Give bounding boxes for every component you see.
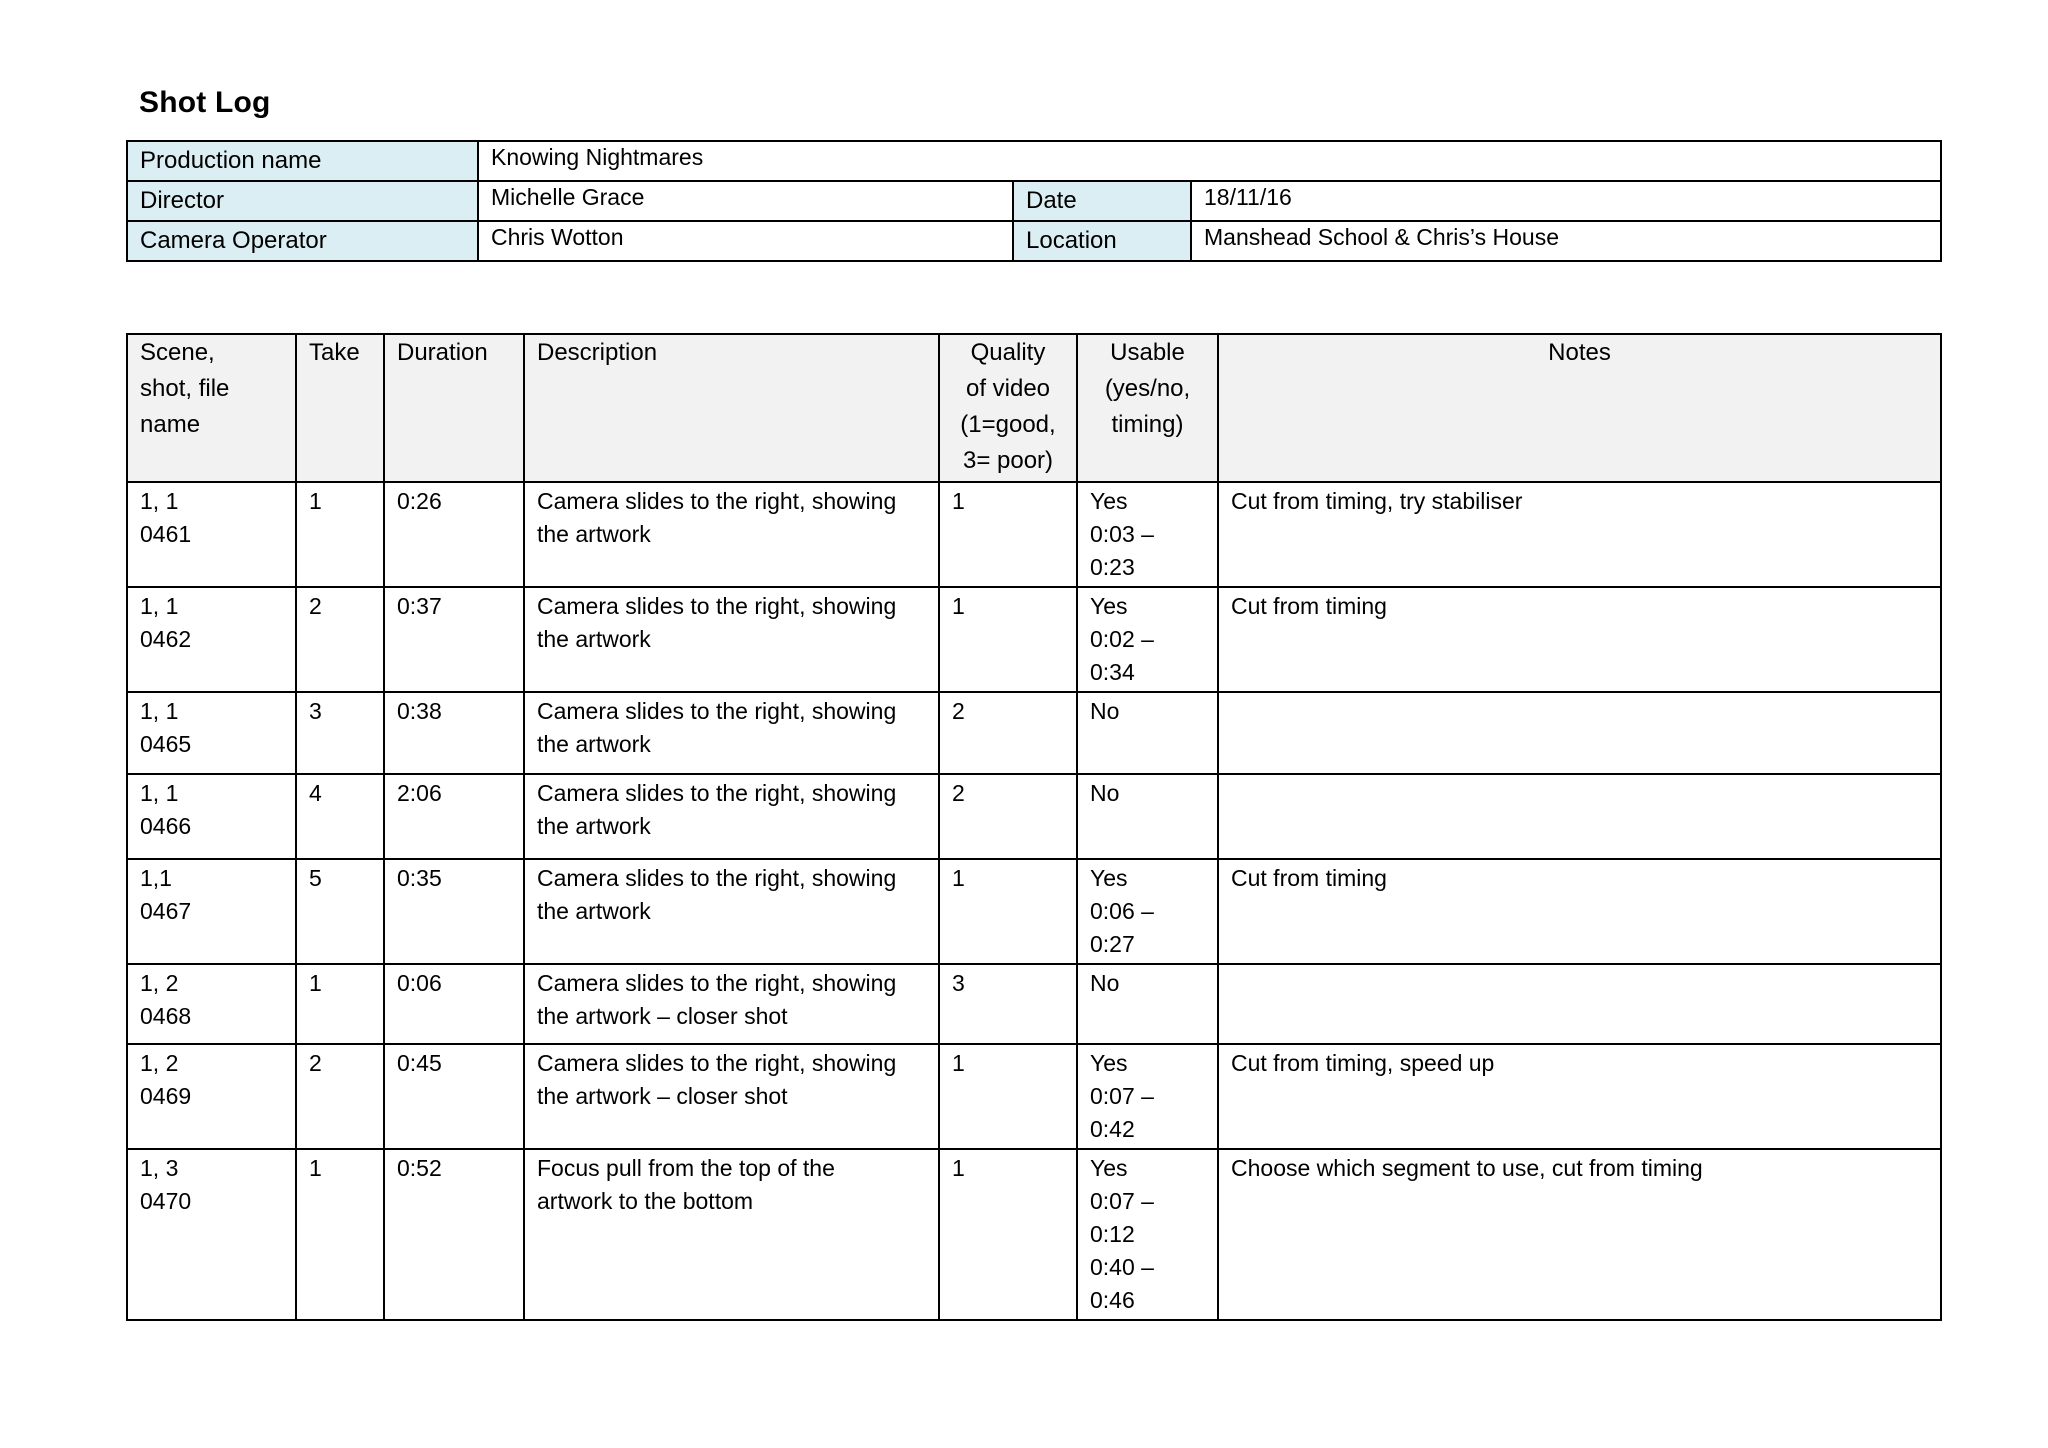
description-cell-line: the artwork bbox=[537, 731, 651, 757]
scene-cell bbox=[127, 482, 296, 587]
location-label: Location bbox=[1013, 221, 1191, 261]
director-row bbox=[127, 181, 1941, 221]
scene-header-line: name bbox=[140, 411, 201, 438]
quality-header-line: 3= poor) bbox=[962, 447, 1054, 474]
description-cell-line: Camera slides to the right, showing bbox=[537, 488, 897, 514]
duration-cell: 0:26 bbox=[384, 482, 524, 587]
notes-cell bbox=[1218, 692, 1941, 774]
usable-cell-line: Yes bbox=[1090, 488, 1128, 514]
usable-cell-line: 0:23 bbox=[1090, 554, 1135, 580]
scene-cell-line: 1, 2 bbox=[140, 1050, 179, 1076]
usable-cell bbox=[1077, 859, 1218, 964]
scene-cell bbox=[127, 1149, 296, 1320]
description-cell-line: the artwork bbox=[537, 898, 651, 924]
usable-cell-line: 0:40 – bbox=[1090, 1254, 1154, 1280]
description-column-header: Description bbox=[524, 334, 939, 482]
description-cell bbox=[524, 587, 939, 692]
notes-cell bbox=[1218, 774, 1941, 859]
usable-cell-line: No bbox=[1090, 970, 1120, 996]
scene-cell-line: 1, 1 bbox=[140, 488, 179, 514]
table-row bbox=[127, 1149, 1941, 1320]
take-cell: 4 bbox=[296, 774, 384, 859]
scene-cell bbox=[127, 692, 296, 774]
take-column-header: Take bbox=[296, 334, 384, 482]
page-title: Shot Log bbox=[139, 86, 271, 119]
description-cell bbox=[524, 1044, 939, 1149]
scene-cell-line: 0461 bbox=[140, 521, 192, 547]
scene-cell-line: 1,1 bbox=[140, 865, 172, 891]
production-info-table bbox=[126, 140, 1942, 262]
location-value: Manshead School & Chris’s House bbox=[1191, 221, 1941, 261]
description-cell bbox=[524, 964, 939, 1044]
notes-cell bbox=[1218, 964, 1941, 1044]
production-name-value: Knowing Nightmares bbox=[478, 141, 1941, 181]
description-cell-line: the artwork – closer shot bbox=[537, 1003, 788, 1029]
description-cell bbox=[524, 1149, 939, 1320]
usable-cell-line: 0:07 – bbox=[1090, 1188, 1154, 1214]
notes-column-header: Notes bbox=[1218, 334, 1941, 482]
table-row bbox=[127, 587, 1941, 692]
duration-cell: 0:38 bbox=[384, 692, 524, 774]
usable-cell bbox=[1077, 774, 1218, 859]
take-cell: 1 bbox=[296, 964, 384, 1044]
scene-cell bbox=[127, 964, 296, 1044]
scene-cell-line: 1, 3 bbox=[140, 1155, 179, 1181]
scene-cell-line: 1, 1 bbox=[140, 593, 179, 619]
duration-cell: 0:06 bbox=[384, 964, 524, 1044]
usable-cell-line: Yes bbox=[1090, 593, 1128, 619]
quality-cell: 1 bbox=[939, 587, 1077, 692]
shot-log-body bbox=[127, 482, 1941, 1320]
date-value: 18/11/16 bbox=[1191, 181, 1941, 221]
take-cell: 3 bbox=[296, 692, 384, 774]
scene-cell-line: 0467 bbox=[140, 898, 192, 924]
description-cell-line: the artwork bbox=[537, 626, 651, 652]
description-cell-line: Camera slides to the right, showing bbox=[537, 698, 897, 724]
description-cell-line: Camera slides to the right, showing bbox=[537, 970, 897, 996]
quality-cell: 2 bbox=[939, 692, 1077, 774]
usable-cell-line: Yes bbox=[1090, 865, 1128, 891]
description-cell bbox=[524, 859, 939, 964]
usable-header-line: (yes/no, bbox=[1104, 375, 1191, 402]
date-label: Date bbox=[1013, 181, 1191, 221]
duration-cell: 2:06 bbox=[384, 774, 524, 859]
quality-header-line: of video bbox=[965, 375, 1051, 402]
scene-cell-line: 1, 2 bbox=[140, 970, 179, 996]
usable-cell-line: Yes bbox=[1090, 1155, 1128, 1181]
description-cell-line: Camera slides to the right, showing bbox=[537, 1050, 897, 1076]
scene-cell-line: 0468 bbox=[140, 1003, 192, 1029]
duration-cell: 0:35 bbox=[384, 859, 524, 964]
take-cell: 2 bbox=[296, 587, 384, 692]
description-cell-line: the artwork – closer shot bbox=[537, 1083, 788, 1109]
usable-cell bbox=[1077, 692, 1218, 774]
scene-header-line: shot, file bbox=[140, 375, 230, 402]
usable-cell-line: 0:03 – bbox=[1090, 521, 1154, 547]
scene-cell bbox=[127, 859, 296, 964]
notes-cell: Cut from timing bbox=[1218, 587, 1941, 692]
quality-cell: 1 bbox=[939, 1149, 1077, 1320]
scene-header-line: Scene, bbox=[140, 339, 215, 366]
usable-cell-line: 0:27 bbox=[1090, 931, 1135, 957]
usable-cell-line: No bbox=[1090, 698, 1120, 724]
quality-cell: 1 bbox=[939, 859, 1077, 964]
scene-cell bbox=[127, 1044, 296, 1149]
scene-cell-line: 0469 bbox=[140, 1083, 192, 1109]
scene-cell-line: 0465 bbox=[140, 731, 192, 757]
camera-operator-row bbox=[127, 221, 1941, 261]
table-row bbox=[127, 859, 1941, 964]
scene-cell-line: 1, 1 bbox=[140, 780, 179, 806]
table-row bbox=[127, 482, 1941, 587]
usable-cell bbox=[1077, 964, 1218, 1044]
description-cell bbox=[524, 774, 939, 859]
usable-cell bbox=[1077, 587, 1218, 692]
usable-cell-line: 0:42 bbox=[1090, 1116, 1135, 1142]
shot-log-header-row bbox=[127, 334, 1941, 482]
usable-column-header bbox=[1077, 334, 1218, 482]
director-value: Michelle Grace bbox=[478, 181, 1013, 221]
usable-cell-line: 0:34 bbox=[1090, 659, 1135, 685]
notes-cell: Cut from timing bbox=[1218, 859, 1941, 964]
take-cell: 1 bbox=[296, 1149, 384, 1320]
scene-cell-line: 0462 bbox=[140, 626, 192, 652]
usable-cell-line: 0:46 bbox=[1090, 1287, 1135, 1313]
scene-cell-line: 0470 bbox=[140, 1188, 192, 1214]
duration-cell: 0:52 bbox=[384, 1149, 524, 1320]
duration-cell: 0:37 bbox=[384, 587, 524, 692]
description-cell-line: the artwork bbox=[537, 813, 651, 839]
camera-operator-value: Chris Wotton bbox=[478, 221, 1013, 261]
quality-header-line: (1=good, bbox=[960, 411, 1056, 438]
table-row bbox=[127, 692, 1941, 774]
production-name-row bbox=[127, 141, 1941, 181]
production-name-label: Production name bbox=[127, 141, 478, 181]
director-label: Director bbox=[127, 181, 478, 221]
quality-cell: 2 bbox=[939, 774, 1077, 859]
usable-cell-line: 0:06 – bbox=[1090, 898, 1154, 924]
usable-cell bbox=[1077, 1044, 1218, 1149]
quality-column-header bbox=[939, 334, 1077, 482]
table-row bbox=[127, 1044, 1941, 1149]
camera-operator-label: Camera Operator bbox=[127, 221, 478, 261]
duration-cell: 0:45 bbox=[384, 1044, 524, 1149]
scene-column-header bbox=[127, 334, 296, 482]
take-cell: 2 bbox=[296, 1044, 384, 1149]
usable-cell-line: No bbox=[1090, 780, 1120, 806]
notes-cell: Cut from timing, speed up bbox=[1218, 1044, 1941, 1149]
description-cell-line: artwork to the bottom bbox=[537, 1188, 754, 1214]
description-cell-line: Focus pull from the top of the bbox=[537, 1155, 835, 1181]
scene-cell bbox=[127, 587, 296, 692]
usable-cell-line: 0:12 bbox=[1090, 1221, 1135, 1247]
description-cell-line: Camera slides to the right, showing bbox=[537, 780, 897, 806]
usable-cell bbox=[1077, 1149, 1218, 1320]
table-row bbox=[127, 774, 1941, 859]
usable-header-line: Usable bbox=[1110, 339, 1185, 366]
description-cell-line: Camera slides to the right, showing bbox=[537, 865, 897, 891]
notes-cell: Choose which segment to use, cut from timing bbox=[1218, 1149, 1941, 1320]
usable-cell-line: Yes bbox=[1090, 1050, 1128, 1076]
usable-header-line: timing) bbox=[1111, 411, 1184, 438]
scene-cell-line: 0466 bbox=[140, 813, 192, 839]
description-cell-line: Camera slides to the right, showing bbox=[537, 593, 897, 619]
description-cell-line: the artwork bbox=[537, 521, 651, 547]
quality-cell: 1 bbox=[939, 482, 1077, 587]
duration-column-header: Duration bbox=[384, 334, 524, 482]
quality-cell: 1 bbox=[939, 1044, 1077, 1149]
quality-header-line: Quality bbox=[970, 339, 1046, 366]
scene-cell-line: 1, 1 bbox=[140, 698, 179, 724]
description-cell bbox=[524, 692, 939, 774]
quality-cell: 3 bbox=[939, 964, 1077, 1044]
shot-log-table bbox=[126, 333, 1942, 1321]
usable-cell-line: 0:02 – bbox=[1090, 626, 1154, 652]
description-cell bbox=[524, 482, 939, 587]
take-cell: 1 bbox=[296, 482, 384, 587]
scene-cell bbox=[127, 774, 296, 859]
table-row bbox=[127, 964, 1941, 1044]
usable-cell bbox=[1077, 482, 1218, 587]
take-cell: 5 bbox=[296, 859, 384, 964]
notes-cell: Cut from timing, try stabiliser bbox=[1218, 482, 1941, 587]
usable-cell-line: 0:07 – bbox=[1090, 1083, 1154, 1109]
